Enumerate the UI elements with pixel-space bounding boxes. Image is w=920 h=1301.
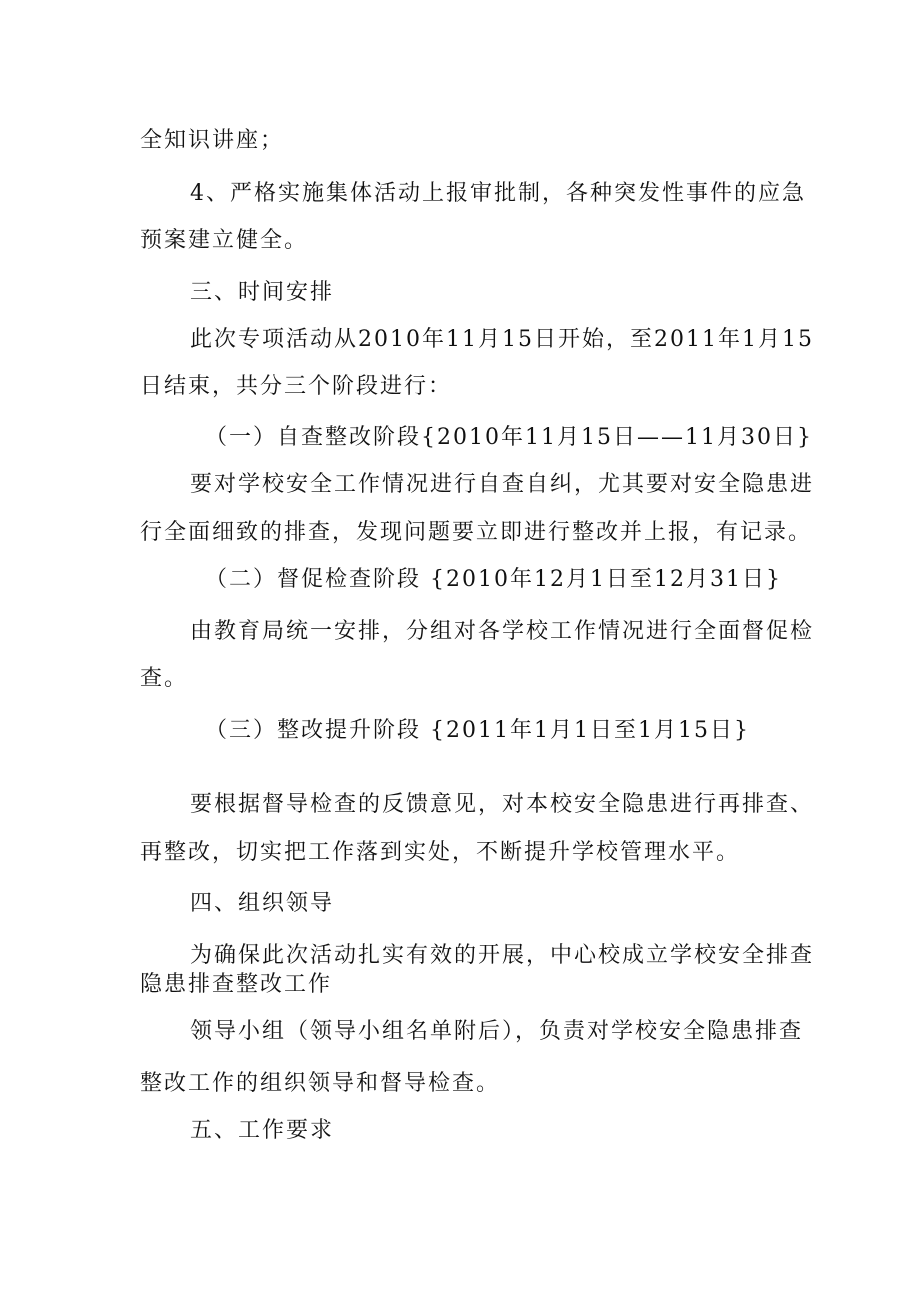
section-heading: 五、工作要求 bbox=[190, 1118, 335, 1143]
text-line: 隐患排查整改工作 bbox=[140, 972, 333, 997]
text-line: 全知识讲座； bbox=[140, 128, 285, 153]
text-line: 为确保此次活动扎实有效的开展，中心校成立学校安全排查 bbox=[190, 943, 815, 968]
text-line: 要根据督导检查的反馈意见，对本校安全隐患进行再排查、 bbox=[190, 792, 815, 817]
text-line: 整改工作的组织领导和督导检查。 bbox=[140, 1071, 501, 1096]
phase-heading: （三）整改提升阶段 {2011年1月1日至1月15日} bbox=[205, 718, 750, 743]
text-line: 查。 bbox=[140, 666, 189, 691]
text-line: 此次专项活动从2010年11月15日开始，至2011年1月15 bbox=[190, 327, 814, 352]
phase-heading: （一）自查整改阶段{2010年11月15日——11月30日} bbox=[205, 425, 813, 450]
text-line: 再整改，切实把工作落到实处，不断提升学校管理水平。 bbox=[140, 840, 741, 865]
section-heading: 四、组织领导 bbox=[190, 891, 335, 916]
text-line: 日结束，共分三个阶段进行： bbox=[140, 374, 453, 399]
text-line: 要对学校安全工作情况进行自查自纠，尤其要对安全隐患进 bbox=[190, 472, 815, 497]
phase-heading: （二）督促检查阶段 {2010年12月1日至12月31日} bbox=[205, 567, 782, 592]
text-line: 由教育局统一安排，分组对各学校工作情况进行全面督促检 bbox=[190, 619, 815, 644]
text-line: 4、严格实施集体活动上报审批制，各种突发性事件的应急 bbox=[190, 181, 806, 206]
text-line: 预案建立健全。 bbox=[140, 228, 309, 253]
text-line: 行全面细致的排查，发现问题要立即进行整改并上报，有记录。 bbox=[140, 520, 813, 545]
text-line: 领导小组（领导小组名单附后），负责对学校安全隐患排查 bbox=[190, 1019, 804, 1044]
section-heading: 三、时间安排 bbox=[190, 280, 335, 305]
